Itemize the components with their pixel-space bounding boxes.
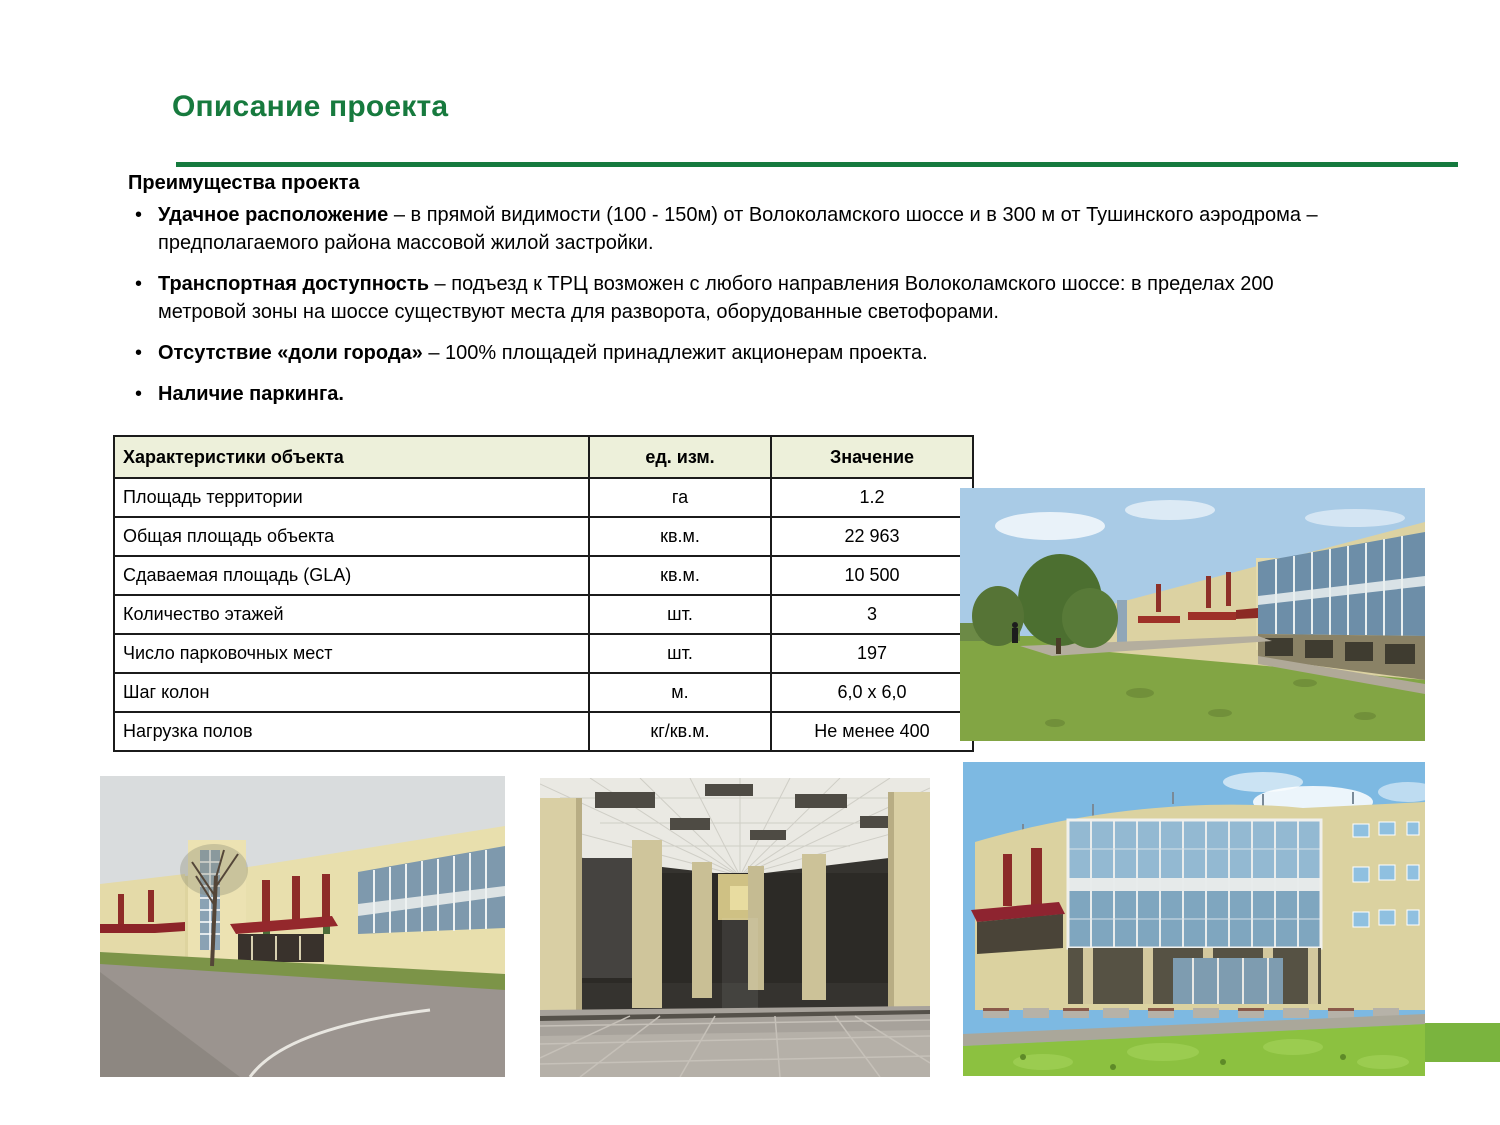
cell-name: Сдаваемая площадь (GLA) bbox=[114, 556, 589, 595]
table-row bbox=[114, 634, 973, 673]
table-row bbox=[114, 478, 973, 517]
table-row bbox=[114, 556, 973, 595]
advantage-lead: Наличие паркинга. bbox=[158, 383, 344, 405]
cell-value: 1.2 bbox=[771, 478, 973, 517]
cell-unit: шт. bbox=[589, 595, 771, 634]
column-header-unit: ед. изм. bbox=[589, 436, 771, 478]
cell-unit: кв.м. bbox=[589, 556, 771, 595]
cell-name: Общая площадь объекта bbox=[114, 517, 589, 556]
column-header-name: Характеристики объекта bbox=[114, 436, 589, 478]
advantage-lead: Отсутствие «доли города» bbox=[158, 342, 423, 364]
cell-name: Число парковочных мест bbox=[114, 634, 589, 673]
advantage-item bbox=[128, 270, 1333, 326]
cell-value: 197 bbox=[771, 634, 973, 673]
advantages-list bbox=[128, 201, 1333, 421]
cell-unit: кв.м. bbox=[589, 517, 771, 556]
cell-unit: шт. bbox=[589, 634, 771, 673]
page-title: Описание проекта bbox=[172, 90, 449, 123]
cell-value: Не менее 400 bbox=[771, 712, 973, 751]
title-underline bbox=[176, 162, 1458, 167]
photo-exterior-lawn bbox=[960, 488, 1425, 741]
photo-exterior-road bbox=[100, 776, 505, 1077]
cell-value: 6,0 х 6,0 bbox=[771, 673, 973, 712]
cell-name: Площадь территории bbox=[114, 478, 589, 517]
table-row bbox=[114, 673, 973, 712]
corner-accent bbox=[1425, 1023, 1500, 1062]
advantage-item bbox=[128, 380, 1333, 408]
table-row bbox=[114, 595, 973, 634]
cell-value: 22 963 bbox=[771, 517, 973, 556]
advantage-lead: Транспортная доступность bbox=[158, 273, 429, 295]
advantage-item bbox=[128, 201, 1333, 257]
cell-name: Нагрузка полов bbox=[114, 712, 589, 751]
photo-interior-hall bbox=[540, 778, 930, 1077]
cell-unit: га bbox=[589, 478, 771, 517]
cell-unit: м. bbox=[589, 673, 771, 712]
cell-value: 10 500 bbox=[771, 556, 973, 595]
column-header-value: Значение bbox=[771, 436, 973, 478]
table-row bbox=[114, 712, 973, 751]
characteristics-table bbox=[113, 435, 974, 752]
cell-value: 3 bbox=[771, 595, 973, 634]
section-heading: Преимущества проекта bbox=[128, 172, 360, 194]
cell-name: Количество этажей bbox=[114, 595, 589, 634]
advantage-text: – 100% площадей принадлежит акционерам проекта. bbox=[422, 342, 928, 364]
cell-unit: кг/кв.м. bbox=[589, 712, 771, 751]
advantage-item bbox=[128, 339, 1333, 367]
advantage-lead: Удачное расположение bbox=[158, 204, 389, 226]
table-row bbox=[114, 517, 973, 556]
advantage-text: – в прямой видимости (100 - 150м) от Волоколамского шоссе и в 300 м от Тушинского аэродрома – предполагаемого района массовой жилой застройки. bbox=[158, 204, 1318, 254]
cell-name: Шаг колон bbox=[114, 673, 589, 712]
table-header-row bbox=[114, 436, 973, 478]
photo-exterior-facade bbox=[963, 762, 1425, 1076]
advantage-text: – подъезд к ТРЦ возможен с любого направления Волоколамского шоссе: в пределах 200 метровой зоны на шоссе существуют места для разворота, оборудованные светофорами. bbox=[158, 273, 1274, 323]
